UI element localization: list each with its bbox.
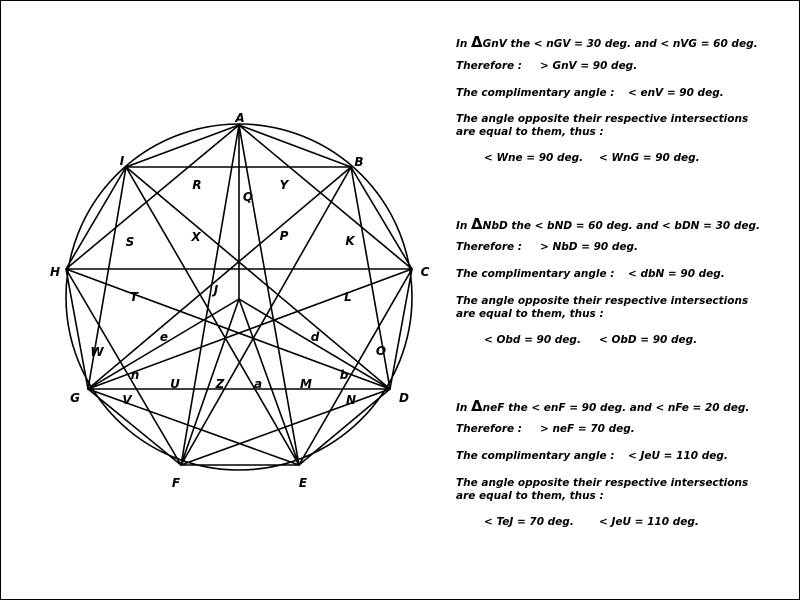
figure-lines: [66, 124, 412, 470]
point-label-N: N: [345, 393, 357, 407]
complimentary-label: The complimentary angle :: [456, 87, 615, 99]
point-label-d: d: [310, 330, 320, 344]
segment-DI: [126, 167, 390, 389]
statement-text: neF the < enF = 90 deg. and < nFe = 20 deg.: [482, 402, 750, 414]
complimentary-line: [456, 450, 728, 462]
statement-text: GnV the < nGV = 30 deg. and < nVG = 60 deg.: [482, 38, 758, 50]
point-label-T: T: [129, 290, 139, 304]
point-label-B: B: [354, 155, 364, 169]
complimentary-label: The complimentary angle :: [456, 268, 615, 280]
therefore-value: > GnV = 90 deg.: [540, 60, 638, 72]
point-label-D: D: [399, 391, 409, 405]
complimentary-value: < JeU = 110 deg.: [628, 450, 728, 462]
delta-symbol: Δ: [471, 215, 483, 233]
statement-prefix: In: [456, 38, 472, 50]
opposite-angles-text: The angle opposite their respective intersections are equal to them, thus :: [456, 295, 749, 320]
segment-FG: [88, 389, 181, 465]
complimentary-value: < dbN = 90 deg.: [628, 268, 725, 280]
statement-prefix: In: [456, 402, 472, 414]
point-label-V: V: [122, 393, 132, 407]
point-label-G: G: [70, 391, 80, 405]
point-label-O: O: [375, 344, 387, 358]
segment-CE: [299, 269, 412, 465]
point-label-S: S: [125, 235, 135, 249]
point-label-R: R: [192, 178, 202, 192]
segment-AB: [239, 125, 351, 167]
result-angle-2: < ObD = 90 deg.: [599, 334, 698, 346]
result-angle-1: < Wne = 90 deg.: [484, 152, 584, 164]
result-angle-2: < JeU = 110 deg.: [599, 516, 699, 528]
delta-symbol: Δ: [471, 397, 483, 415]
therefore-line: [456, 423, 635, 435]
therefore-value: > NbD = 90 deg.: [540, 241, 638, 253]
complimentary-label: The complimentary angle :: [456, 450, 615, 462]
therefore-value: > neF = 70 deg.: [540, 423, 635, 435]
point-label-n: n: [130, 368, 140, 382]
point-label-P: P: [279, 229, 289, 243]
triangle-statement: [456, 215, 760, 233]
opposite-angles-text: The angle opposite their respective intersections are equal to them, thus :: [456, 113, 749, 138]
point-label-e: e: [159, 330, 169, 344]
statement-prefix: In: [456, 220, 472, 232]
point-label-b: b: [339, 368, 349, 382]
point-label-I: I: [119, 154, 125, 168]
point-label-U: U: [170, 377, 180, 391]
therefore-label: Therefore :: [456, 241, 522, 253]
therefore-label: Therefore :: [456, 60, 522, 72]
complimentary-line: [456, 268, 725, 280]
point-label-A: A: [235, 111, 245, 125]
result-angle-1: < Obd = 90 deg.: [484, 334, 581, 346]
therefore-label: Therefore :: [456, 423, 522, 435]
segment-DE: [299, 389, 390, 465]
triangle-statement: [456, 397, 749, 415]
opposite-angles-text: The angle opposite their respective intersections are equal to them, thus :: [456, 477, 749, 502]
point-label-W: W: [90, 345, 104, 359]
point-label-J: J: [213, 283, 219, 297]
complimentary-line: [456, 87, 724, 99]
point-label-H: H: [49, 265, 61, 279]
point-label-K: K: [345, 234, 355, 248]
statement-text: NbD the < bND = 60 deg. and < bDN = 30 deg.: [482, 220, 760, 232]
triangle-statement: [456, 33, 758, 51]
nonagram-figure: [1, 1, 451, 601]
point-label-Z: Z: [215, 377, 225, 391]
point-label-Y: Y: [279, 178, 289, 192]
point-label-X: X: [191, 230, 201, 244]
result-angle-2: < WnG = 90 deg.: [599, 152, 700, 164]
therefore-line: [456, 60, 637, 72]
segment-IA: [126, 125, 239, 167]
point-label-Q: Q: [242, 190, 254, 204]
point-label-L: L: [344, 290, 352, 304]
point-label-a: a: [253, 377, 263, 391]
point-label-E: E: [298, 476, 308, 490]
segment-JD: [239, 299, 390, 389]
point-label-M: M: [300, 377, 312, 391]
therefore-line: [456, 241, 638, 253]
result-angle-1: < TeJ = 70 deg.: [484, 516, 574, 528]
delta-symbol: Δ: [471, 33, 483, 51]
complimentary-value: < enV = 90 deg.: [628, 87, 724, 99]
point-label-C: C: [420, 265, 430, 279]
point-label-F: F: [171, 476, 181, 490]
